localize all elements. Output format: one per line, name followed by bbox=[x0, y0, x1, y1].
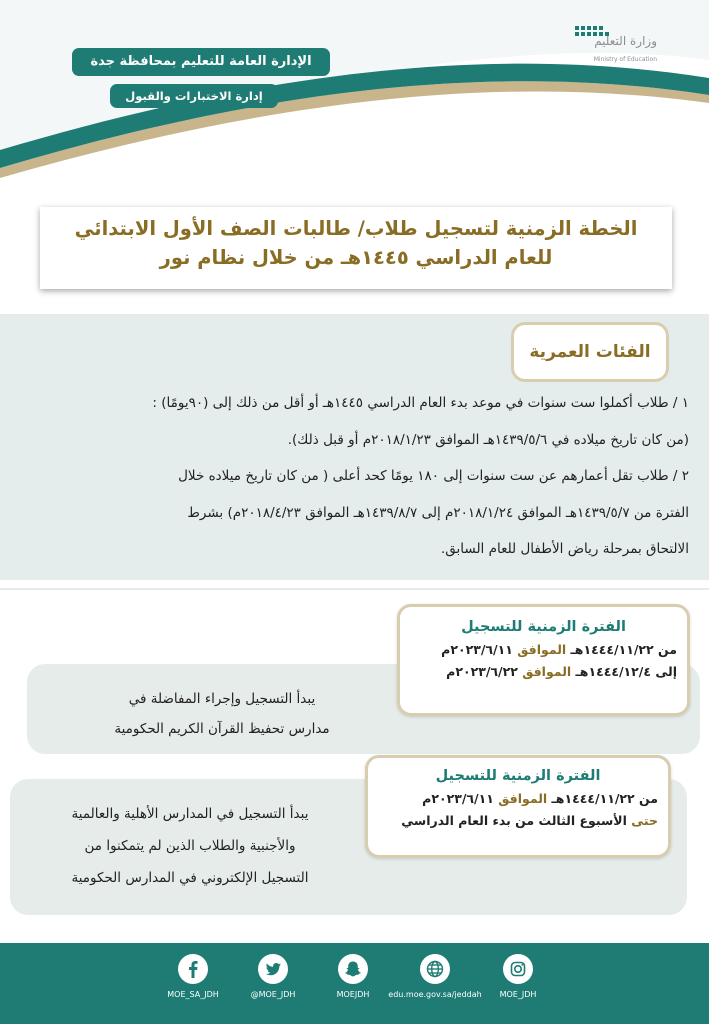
quran-line-1: يبدأ التسجيل وإجراء المفاضلة في bbox=[128, 691, 316, 707]
period-2-from-greg: ٢٠٢٣/٦/١١م bbox=[422, 791, 499, 806]
period-2-from-label: الموافق bbox=[498, 791, 548, 806]
period-1-from-greg: ٢٠٢٣/٦/١١م bbox=[441, 642, 518, 657]
age-line-3: ٢ / طلاب تقل أعمارهم عن ست سنوات إلى ١٨٠ يومًا كحد أعلى ( من كان تاريخ ميلاده خلال bbox=[178, 468, 689, 484]
age-line-4: الفترة من ١٤٣٩/٥/٧هـ الموافق ٢٠١٨/١/٢٤م إلى ١٤٣٩/٨/٧هـ الموافق ٢٠١٨/٤/٢٣م) بشرط bbox=[187, 504, 689, 521]
snapchat-icon[interactable] bbox=[338, 954, 368, 984]
globe-icon[interactable] bbox=[420, 954, 450, 984]
period-1-from bbox=[400, 639, 677, 661]
twitter-handle: @MOE_JDH bbox=[250, 990, 296, 999]
period-2-until-text: الأسبوع الثالث من بدء العام الدراسي bbox=[401, 813, 627, 828]
title-line-1: الخطة الزمنية لتسجيل طلاب/ طالبات الصف الأول الابتدائي bbox=[74, 217, 638, 240]
age-categories-heading: الفئات العمرية bbox=[511, 322, 669, 382]
ministry-logo bbox=[547, 22, 657, 68]
facebook-icon[interactable] bbox=[178, 954, 208, 984]
unit-badge: إدارة الاختبارات والقبول bbox=[110, 84, 278, 108]
ministry-name-en: Ministry of Education bbox=[593, 56, 657, 63]
period-2-until-label: حتى bbox=[626, 813, 658, 828]
title-box bbox=[40, 207, 672, 289]
period-1-to-label: الموافق bbox=[522, 664, 572, 679]
facebook-handle: MOE_SA_JDH bbox=[167, 990, 219, 999]
instagram-handle: MOE_JDH bbox=[499, 990, 537, 999]
website-link[interactable]: edu.moe.gov.sa/jeddah bbox=[388, 990, 482, 999]
ministry-name-ar: وزارة التعليم bbox=[594, 34, 657, 48]
quran-line-2: مدارس تحفيظ القرآن الكريم الحكومية bbox=[114, 721, 330, 737]
period-1-from-date: من ١٤٤٤/١١/٢٢هـ bbox=[566, 642, 677, 657]
registration-period-1 bbox=[397, 604, 690, 716]
period-2-from bbox=[368, 788, 658, 810]
quran-schools-text bbox=[62, 684, 382, 744]
age-line-2: (من كان تاريخ ميلاده في ١٤٣٩/٥/٦هـ الموافق ٢٠١٨/١/٢٣م أو قبل ذلك). bbox=[287, 431, 689, 448]
registration-period-2 bbox=[365, 755, 671, 858]
snapchat-handle: MOEJDH bbox=[336, 990, 370, 999]
section-divider bbox=[0, 588, 709, 590]
title-line-2: للعام الدراسي ١٤٤٥هـ من خلال نظام نور bbox=[159, 246, 553, 269]
period-1-title: الفترة الزمنية للتسجيل bbox=[461, 619, 626, 635]
private-line-2: والأجنبية والطلاب الذين لم يتمكنوا من bbox=[84, 838, 296, 854]
period-2-title: الفترة الزمنية للتسجيل bbox=[435, 768, 601, 784]
period-2-to bbox=[368, 810, 658, 832]
private-line-1: يبدأ التسجيل في المدارس الأهلية والعالمية bbox=[71, 806, 309, 822]
period-2-from-date: من ١٤٤٤/١١/٢٢هـ bbox=[547, 791, 658, 806]
twitter-icon[interactable] bbox=[258, 954, 288, 984]
period-1-to-date: إلى ١٤٤٤/١٢/٤هـ bbox=[571, 664, 677, 679]
period-1-to bbox=[400, 661, 677, 683]
age-line-1: ١ / طلاب أكملوا ست سنوات في موعد بدء العام الدراسي ١٤٤٥هـ أو أقل من ذلك إلى (٩٠يومًا) : bbox=[152, 395, 689, 411]
private-schools-text bbox=[20, 798, 360, 894]
age-categories-text bbox=[19, 385, 689, 568]
instagram-icon[interactable] bbox=[503, 954, 533, 984]
period-1-from-label: الموافق bbox=[517, 642, 567, 657]
department-badge: الإدارة العامة للتعليم بمحافظة جدة bbox=[72, 48, 330, 76]
age-line-5: الالتحاق بمرحلة رياض الأطفال للعام السابق. bbox=[440, 541, 689, 557]
period-1-to-greg: ٢٠٢٣/٦/٢٢م bbox=[446, 664, 523, 679]
private-line-3: التسجيل الإلكتروني في المدارس الحكومية bbox=[71, 870, 309, 886]
